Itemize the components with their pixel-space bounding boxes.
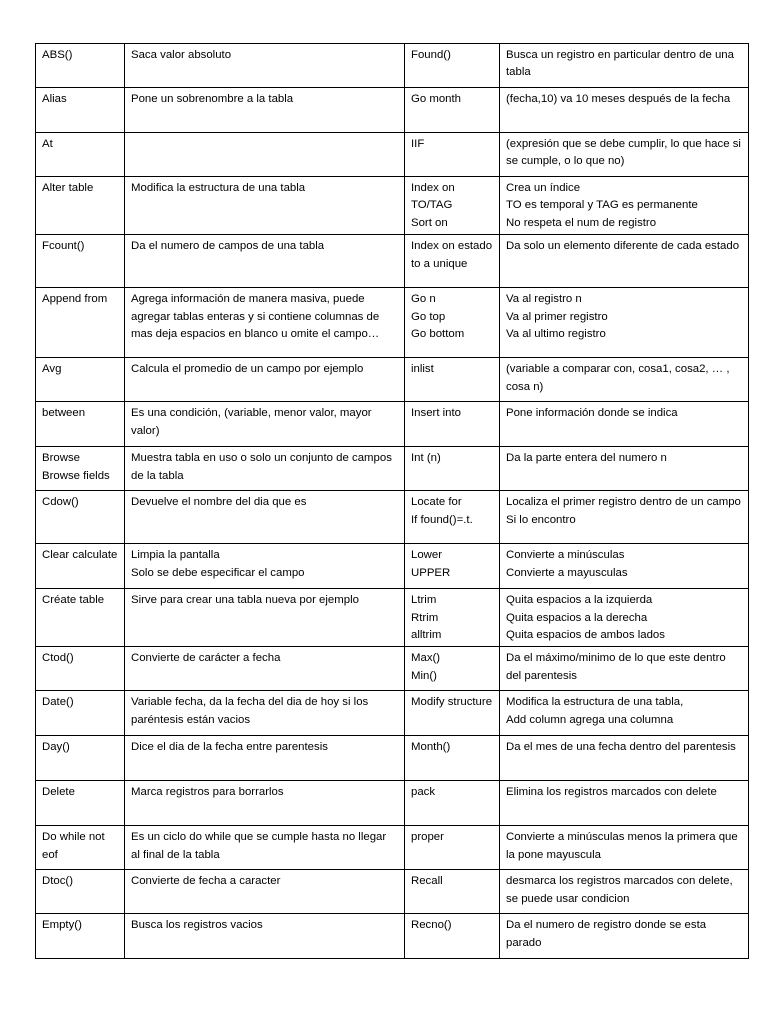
command-cell: Go month [405, 88, 500, 133]
description-cell: Convierte a minúsculas menos la primera que la pone mayuscula [500, 826, 749, 870]
table-row [36, 177, 749, 235]
command-cell: Delete [36, 781, 125, 826]
description-cell [125, 133, 405, 177]
table-row [36, 544, 749, 589]
description-cell: Localiza el primer registro dentro de un campo Si lo encontro [500, 491, 749, 544]
table-row [36, 447, 749, 491]
table-row [36, 914, 749, 959]
description-cell: Agrega información de manera masiva, puede agregar tablas enteras y si contiene columnas de mas deja espacios en blanco u omite el campo… [125, 288, 405, 358]
command-cell: Avg [36, 358, 125, 402]
table-row [36, 736, 749, 781]
table-row [36, 491, 749, 544]
table-row [36, 235, 749, 288]
command-cell: Index on estado to a unique [405, 235, 500, 288]
command-cell: Ctod() [36, 647, 125, 691]
description-cell: Convierte de carácter a fecha [125, 647, 405, 691]
command-cell: Month() [405, 736, 500, 781]
table-row [36, 691, 749, 736]
command-cell: ABS() [36, 44, 125, 88]
description-cell: Calcula el promedio de un campo por ejemplo [125, 358, 405, 402]
description-cell: Muestra tabla en uso o solo un conjunto de campos de la tabla [125, 447, 405, 491]
command-cell: between [36, 402, 125, 447]
table-row [36, 647, 749, 691]
command-cell: Ltrim Rtrim alltrim [405, 589, 500, 647]
table-row [36, 358, 749, 402]
description-cell: Dice el dia de la fecha entre parentesis [125, 736, 405, 781]
description-cell: Es una condición, (variable, menor valor, mayor valor) [125, 402, 405, 447]
table-row [36, 589, 749, 647]
description-cell: Modifica la estructura de una tabla, Add column agrega una columna [500, 691, 749, 736]
description-cell: Da el máximo/minimo de lo que este dentro del parentesis [500, 647, 749, 691]
description-cell: desmarca los registros marcados con delete, se puede usar condicion [500, 870, 749, 914]
command-cell: Go n Go top Go bottom [405, 288, 500, 358]
command-cell: Lower UPPER [405, 544, 500, 589]
command-cell: Date() [36, 691, 125, 736]
command-cell: proper [405, 826, 500, 870]
description-cell: Pone información donde se indica [500, 402, 749, 447]
description-cell: Es un ciclo do while que se cumple hasta no llegar al final de la tabla [125, 826, 405, 870]
command-cell: Modify structure [405, 691, 500, 736]
description-cell: Va al registro n Va al primer registro Va al ultimo registro [500, 288, 749, 358]
command-cell: Clear calculate [36, 544, 125, 589]
command-cell: Append from [36, 288, 125, 358]
command-reference-table [35, 43, 749, 959]
description-cell: Busca un registro en particular dentro de una tabla [500, 44, 749, 88]
command-cell: Found() [405, 44, 500, 88]
command-cell: Max() Min() [405, 647, 500, 691]
description-cell: Quita espacios a la izquierda Quita espacios a la derecha Quita espacios de ambos lados [500, 589, 749, 647]
command-cell: Day() [36, 736, 125, 781]
description-cell: Busca los registros vacios [125, 914, 405, 959]
command-cell: Empty() [36, 914, 125, 959]
table-row [36, 133, 749, 177]
description-cell: Da el numero de campos de una tabla [125, 235, 405, 288]
description-cell: Saca valor absoluto [125, 44, 405, 88]
command-cell: Index on TO/TAG Sort on [405, 177, 500, 235]
command-cell: pack [405, 781, 500, 826]
table-row [36, 826, 749, 870]
description-cell: Marca registros para borrarlos [125, 781, 405, 826]
command-cell: Recno() [405, 914, 500, 959]
description-cell: Crea un índice TO es temporal y TAG es permanente No respeta el num de registro [500, 177, 749, 235]
description-cell: Da el numero de registro donde se esta parado [500, 914, 749, 959]
command-cell: inlist [405, 358, 500, 402]
table-row [36, 402, 749, 447]
table-row [36, 870, 749, 914]
table-row [36, 88, 749, 133]
document-page [35, 43, 748, 959]
description-cell: Devuelve el nombre del dia que es [125, 491, 405, 544]
command-cell: Int (n) [405, 447, 500, 491]
description-cell: Da el mes de una fecha dentro del parentesis [500, 736, 749, 781]
table-body [36, 44, 749, 959]
description-cell: Limpia la pantalla Solo se debe especificar el campo [125, 544, 405, 589]
description-cell: Da solo un elemento diferente de cada estado [500, 235, 749, 288]
description-cell: Convierte de fecha a caracter [125, 870, 405, 914]
command-cell: Cdow() [36, 491, 125, 544]
command-cell: Alter table [36, 177, 125, 235]
command-cell: Créate table [36, 589, 125, 647]
command-cell: Browse Browse fields [36, 447, 125, 491]
description-cell: Convierte a minúsculas Convierte a mayusculas [500, 544, 749, 589]
command-cell: At [36, 133, 125, 177]
command-cell: Fcount() [36, 235, 125, 288]
command-cell: Alias [36, 88, 125, 133]
description-cell: Elimina los registros marcados con delete [500, 781, 749, 826]
description-cell: Pone un sobrenombre a la tabla [125, 88, 405, 133]
description-cell: (fecha,10) va 10 meses después de la fecha [500, 88, 749, 133]
command-cell: Insert into [405, 402, 500, 447]
command-cell: Locate for If found()=.t. [405, 491, 500, 544]
description-cell: Sirve para crear una tabla nueva por ejemplo [125, 589, 405, 647]
description-cell: Da la parte entera del numero n [500, 447, 749, 491]
command-cell: Recall [405, 870, 500, 914]
table-row [36, 44, 749, 88]
command-cell: Dtoc() [36, 870, 125, 914]
command-cell: IIF [405, 133, 500, 177]
table-row [36, 781, 749, 826]
table-row [36, 288, 749, 358]
description-cell: (variable a comparar con, cosa1, cosa2, … , cosa n) [500, 358, 749, 402]
description-cell: Variable fecha, da la fecha del dia de hoy si los paréntesis están vacios [125, 691, 405, 736]
description-cell: Modifica la estructura de una tabla [125, 177, 405, 235]
command-cell: Do while not eof [36, 826, 125, 870]
description-cell: (expresión que se debe cumplir, lo que hace si se cumple, o lo que no) [500, 133, 749, 177]
